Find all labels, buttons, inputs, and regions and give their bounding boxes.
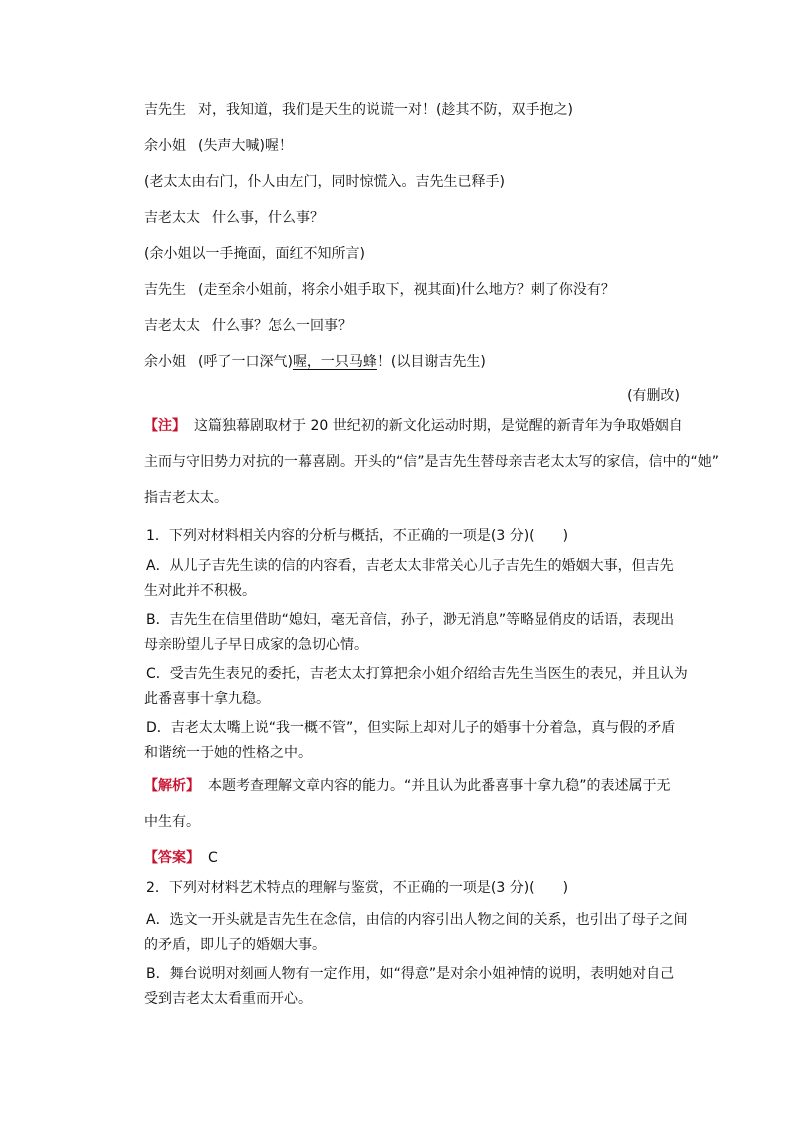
answer-tag: 【答案】 (144, 850, 200, 866)
note-paragraph (144, 416, 683, 436)
dialogue-text: 什么事，什么事？ (212, 210, 324, 226)
option-b: B．吉先生在信里借助“媳妇，毫无音信，孙子，渺无消息”等略显俏皮的话语，表现出 (146, 612, 675, 628)
speaker-name: 吉先生 (144, 102, 186, 118)
dialogue-text: (老太太由右门，仆人由左门，同时惊慌入。吉先生已释手) (144, 174, 505, 190)
speaker-name: 吉老太太 (144, 210, 200, 226)
option-d-cont: 和谐统一于她的性格之中。 (144, 745, 312, 761)
dialogue-text: (失声大喊)喔！ (198, 138, 293, 154)
note-line: 指吉老太太。 (144, 490, 228, 506)
script-line (144, 100, 573, 120)
dialogue-text: ！(以目谢吉先生) (376, 354, 486, 370)
option-b-cont: 母亲盼望儿子早日成家的急切心情。 (144, 637, 368, 653)
underlined-text: 喔，一只马蜂 (292, 354, 377, 370)
option-d: D．吉老太太嘴上说“我一概不管”，但实际上却对儿子的婚事十分着急，真与假的矛盾 (146, 720, 676, 736)
option-c-cont: 此番喜事十拿九稳。 (144, 691, 270, 707)
dialogue-text: (走至余小姐前，将余小姐手取下，视其面)什么地方？刺了你没有？ (198, 282, 615, 298)
dialogue-text: 什么事？怎么一回事？ (212, 318, 352, 334)
speaker-name: 吉先生 (144, 282, 186, 298)
analysis-paragraph (144, 776, 671, 796)
note-text: 这篇独幕剧取材于 20 世纪初的新文化运动时期，是觉醒的新青年为争取婚姻自 (194, 418, 683, 434)
dialogue-text: (呼了一口深气) (198, 354, 293, 370)
analysis-tag: 【解析】 (144, 778, 200, 794)
option-a-cont: 的矛盾，即儿子的婚姻大事。 (144, 937, 326, 953)
stage-direction (144, 244, 365, 264)
speaker-name: 余小姐 (144, 138, 186, 154)
answer-paragraph (144, 848, 218, 868)
option-a-cont: 生对此并不积极。 (144, 583, 256, 599)
script-line (144, 280, 615, 300)
speaker-name: 余小姐 (144, 354, 186, 370)
script-line (144, 316, 352, 336)
analysis-text: 本题考查理解文章内容的能力。“并且认为此番喜事十拿九稳”的表述属于无 (208, 778, 671, 794)
option-a: A．从儿子吉先生读的信的内容看，吉老太太非常关心儿子吉先生的婚姻大事，但吉先 (146, 558, 674, 574)
script-line (144, 352, 486, 372)
source-note: (有删改) (627, 388, 680, 404)
note-tag: 【注】 (144, 418, 186, 434)
option-b-cont: 受到吉老太太看重而开心。 (144, 991, 312, 1007)
analysis-line: 中生有。 (144, 814, 200, 830)
dialogue-text: (余小姐以一手掩面，面红不知所言) (144, 246, 365, 262)
question-stem: 2．下列对材料艺术特点的理解与鉴赏，不正确的一项是(3 分)( ) (146, 880, 569, 896)
question-stem: 1．下列对材料相关内容的分析与概括，不正确的一项是(3 分)( ) (146, 528, 569, 544)
answer-text: C (208, 850, 218, 866)
option-b: B．舞台说明对刻画人物有一定作用，如“得意”是对余小姐神情的说明，表明她对自己 (146, 966, 675, 982)
option-a: A．选文一开头就是吉先生在念信，由信的内容引出人物之间的关系，也引出了母子之间 (146, 912, 688, 928)
dialogue-text: 对，我知道，我们是天生的说谎一对！(趁其不防，双手抱之) (198, 102, 573, 118)
stage-direction (144, 172, 505, 192)
script-line (144, 136, 293, 156)
note-line: 主而与守旧势力对抗的一幕喜剧。开头的“信”是吉先生替母亲吉老太太写的家信，信中的“她” (144, 454, 720, 470)
speaker-name: 吉老太太 (144, 318, 200, 334)
script-line (144, 208, 324, 228)
option-c: C．受吉先生表兄的委托，吉老太太打算把余小姐介绍给吉先生当医生的表兄，并且认为 (146, 666, 688, 682)
